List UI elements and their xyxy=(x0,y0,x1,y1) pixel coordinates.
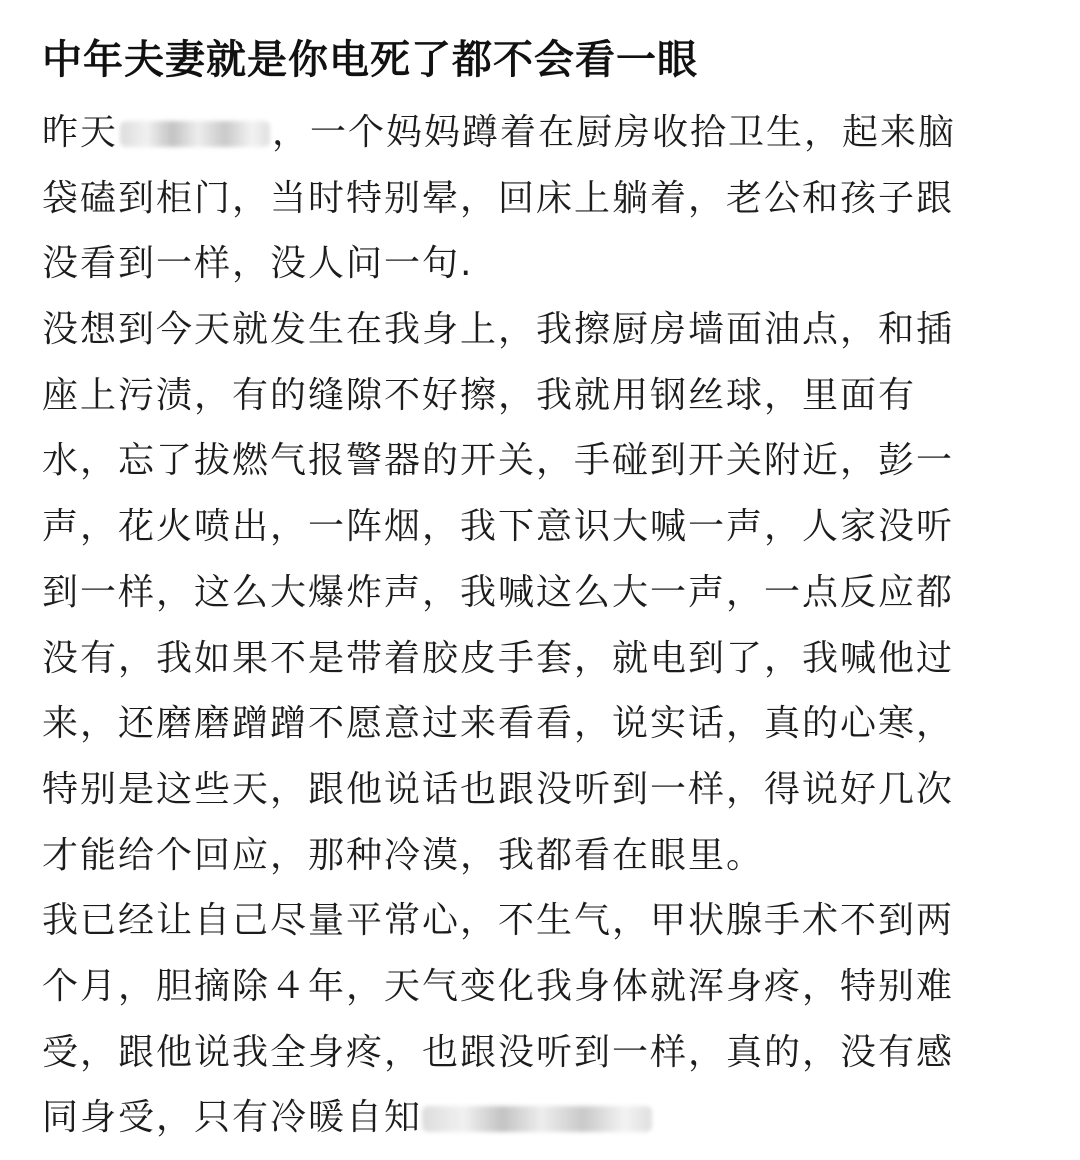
text-segment: 昨天 xyxy=(42,112,119,153)
text-line: 水，忘了拔燃气报警器的开关，手碰到开关附近，彭一 xyxy=(42,440,955,482)
text-line: 受，跟他说我全身疼，也跟没听到一样，真的，没有感 xyxy=(42,1031,955,1073)
text-line: 袋磕到柜门，当时特别晕，回床上躺着，老公和孩子跟 xyxy=(42,177,955,219)
text-line: 个月，胆摘除４年，天气变化我身体就浑身疼，特别难 xyxy=(42,965,955,1007)
text-line: 我已经让自己尽量平常心，不生气，甲状腺手术不到两 xyxy=(42,900,955,942)
text-line: 特别是这些天，跟他说话也跟没听到一样，得说好几次 xyxy=(42,768,955,810)
blurred-region xyxy=(120,121,270,147)
post xyxy=(42,0,1042,1151)
text-line: 没想到今天就发生在我身上，我擦厨房墙面油点，和插 xyxy=(42,309,955,351)
text-segment: ，一个妈妈蹲着在厨房收拾卫生，起来脑 xyxy=(272,112,957,153)
watermark-blur xyxy=(422,1106,652,1132)
text-line: 来，还磨磨蹭蹭不愿意过来看看，说实话，真的心寒， xyxy=(42,703,955,745)
text-line: 才能给个回应，那种冷漠，我都看在眼里。 xyxy=(42,834,765,876)
text-line: 没看到一样，没人问一句. xyxy=(42,243,474,285)
text-line: 到一样，这么大爆炸声，我喊这么大一声，一点反应都 xyxy=(42,571,955,613)
text-line: 声，花火喷出，一阵烟，我下意识大喊一声，人家没听 xyxy=(42,506,955,548)
post-body xyxy=(42,100,1042,1151)
text-line xyxy=(42,100,1042,166)
text-segment: 同身受，只有冷暖自知 xyxy=(42,1097,423,1139)
post-title: 中年夫妻就是你电死了都不会看一眼 xyxy=(42,37,698,83)
text-line: 没有，我如果不是带着胶皮手套，就电到了，我喊他过 xyxy=(42,637,955,679)
text-line: 座上污渍，有的缝隙不好擦，我就用钢丝球，里面有 xyxy=(42,374,917,416)
text-line xyxy=(42,1085,1042,1151)
